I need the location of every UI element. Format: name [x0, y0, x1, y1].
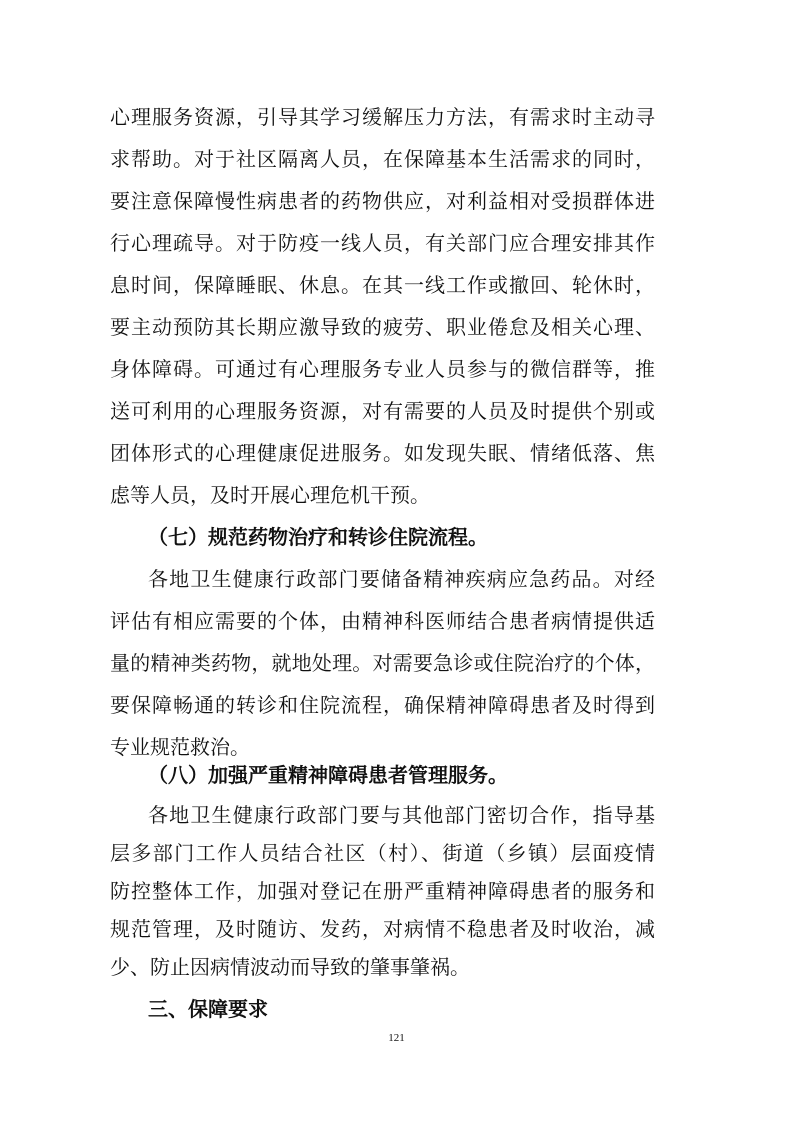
paragraph-line: 规范管理，及时随访、发药，对病情不稳患者及时收治，减 [110, 917, 655, 941]
paragraph-line: 防控整体工作，加强对登记在册严重精神障碍患者的服务和 [110, 879, 655, 903]
paragraph-line: 层多部门工作人员结合社区（村）、街道（乡镇）层面疫情 [110, 841, 655, 865]
paragraph-line: 要注意保障慢性病患者的药物供应，对利益相对受损群体进 [110, 189, 655, 213]
paragraph-line: 息时间，保障睡眠、休息。在其一线工作或撤回、轮休时， [110, 273, 655, 297]
paragraph-line: 各地卫生健康行政部门要与其他部门密切合作，指导基 [148, 803, 655, 827]
paragraph-line: 各地卫生健康行政部门要储备精神疾病应急药品。对经 [148, 567, 655, 591]
paragraph-line: 身体障碍。可通过有心理服务专业人员参与的微信群等，推 [110, 357, 655, 381]
paragraph-line: 少、防止因病情波动而导致的肇事肇祸。 [110, 955, 470, 979]
section-heading: 三、保障要求 [148, 997, 268, 1021]
paragraph-line: 专业规范救治。 [110, 735, 250, 759]
paragraph-line: 评估有相应需要的个体，由精神科医师结合患者病情提供适 [110, 609, 655, 633]
subheading-8: （八）加强严重精神障碍患者管理服务。 [148, 763, 508, 787]
paragraph-line: 团体形式的心理健康促进服务。如发现失眠、情绪低落、焦 [110, 441, 655, 465]
paragraph-line: 行心理疏导。对于防疫一线人员，有关部门应合理安排其作 [110, 231, 655, 255]
page-number: 121 [388, 1032, 405, 1044]
paragraph-line: 送可利用的心理服务资源，对有需要的人员及时提供个别或 [110, 399, 655, 423]
paragraph-line: 心理服务资源，引导其学习缓解压力方法，有需求时主动寻 [110, 105, 655, 129]
paragraph-line: 要主动预防其长期应激导致的疲劳、职业倦怠及相关心理、 [110, 315, 655, 339]
paragraph-line: 量的精神类药物，就地处理。对需要急诊或住院治疗的个体， [110, 651, 655, 675]
paragraph-line: 要保障畅通的转诊和住院流程，确保精神障碍患者及时得到 [110, 693, 655, 717]
paragraph-line: 虑等人员，及时开展心理危机干预。 [110, 483, 430, 507]
paragraph-line: 求帮助。对于社区隔离人员，在保障基本生活需求的同时， [110, 147, 655, 171]
subheading-7: （七）规范药物治疗和转诊住院流程。 [148, 525, 488, 549]
